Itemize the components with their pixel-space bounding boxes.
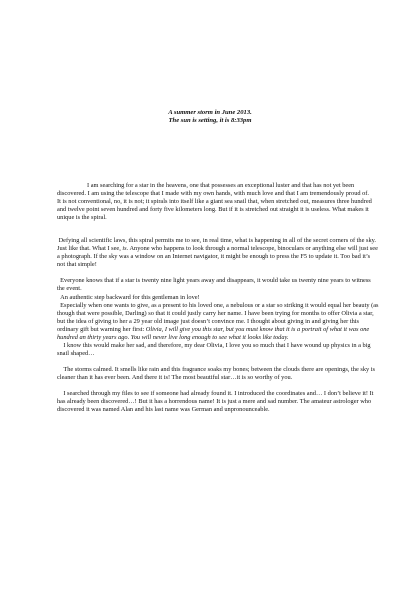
paragraph-8 xyxy=(57,366,379,382)
paragraph-3-part-b: . Anyone who happens to look through a normal telescope, binoculars or anything else will just see a photograph. If the sky was a window on an Internet navigator, it might be enough to press the F5 to update it. Too bad it’s not that simple! xyxy=(57,245,378,269)
paragraph-1: I am searching for a star in the heavens, one that possesses an exceptional luster and that has not yet been discovered. I am using the telescope that I made with my own hands, with much love and that I am tremendously proud of. xyxy=(57,182,370,198)
heading-line-1: A summer storm in June 2013. xyxy=(168,109,252,116)
paragraph-5-text: An authentic step backward for this gentleman in love! xyxy=(60,293,200,301)
story-heading xyxy=(0,109,420,125)
paragraph-6-emphasis: Olivia, I will give you this star, but you must know that it is a portrait of what it was one hundred an thirty years ago. You will never live long enough to see what it looks like today. xyxy=(57,325,370,341)
paragraph-9 xyxy=(57,390,379,414)
paragraph-8-text: The storms calmed. It smells like rain and this fragrance soaks my bones; between the clouds there are openings, the sky is cleaner than it has ever been. And there it is! The most beautiful star…it is so worthy of you. xyxy=(57,365,375,381)
paragraph-5 xyxy=(57,294,379,302)
heading-line-2: The sun is setting, it is 8:33pm xyxy=(168,117,252,125)
paragraph-3-emphasis: is xyxy=(122,245,127,253)
paragraph-7-text: I know this would make her sad, and therefore, my dear Olivia, I love you so much that I have wound up physics in a big snail shaped… xyxy=(57,341,371,357)
paragraph-7 xyxy=(57,342,379,358)
story-body xyxy=(57,182,379,414)
paragraph-4-text: Everyone knows that if a star is twenty nine light years away and disappears, it would take us twenty nine years to witness the event. xyxy=(57,277,371,293)
paragraph-6-part-a: Especially when one wants to give, as a present to his loved one, a nebulous or a star so striking it would equal her beauty (as though that were possible, Darling) so that it could justly carry her name. I have been trying for months to offer Olivia a star, but the idea of giving to her a 29 year old image just doesn’t convince me. I thought about giving in and giving her this ordinary gift but warning her first: xyxy=(57,301,379,333)
paragraph-9-text: I searched through my files to see if someone had already found it. I introduced the coordinates and… I don’t believe it! It has already been discovered…! But it has a horrendous name! It is just a mere and sad number. The amateur astrologer who discovered it was named Alan and his last name was German and unpronounceable. xyxy=(57,389,374,414)
paragraph-4 xyxy=(57,277,379,293)
paragraph-6 xyxy=(57,302,379,342)
paragraph-3 xyxy=(57,237,379,269)
paragraph-3-part-a: Defying all scientific laws, this spiral permits me to see, in real time, what is happening in all of the secret corners of the sky. Just like that. What I see, xyxy=(57,237,376,253)
paragraph-2: It is not conventional, no, it is not; it spirals into itself like a giant sea snail that, when stretched out, measures three hundred and twelve point seven hundred and forty five kilometers long. But if it is stretched out straight it is useless. What makes it unique is the spiral. xyxy=(57,198,372,222)
